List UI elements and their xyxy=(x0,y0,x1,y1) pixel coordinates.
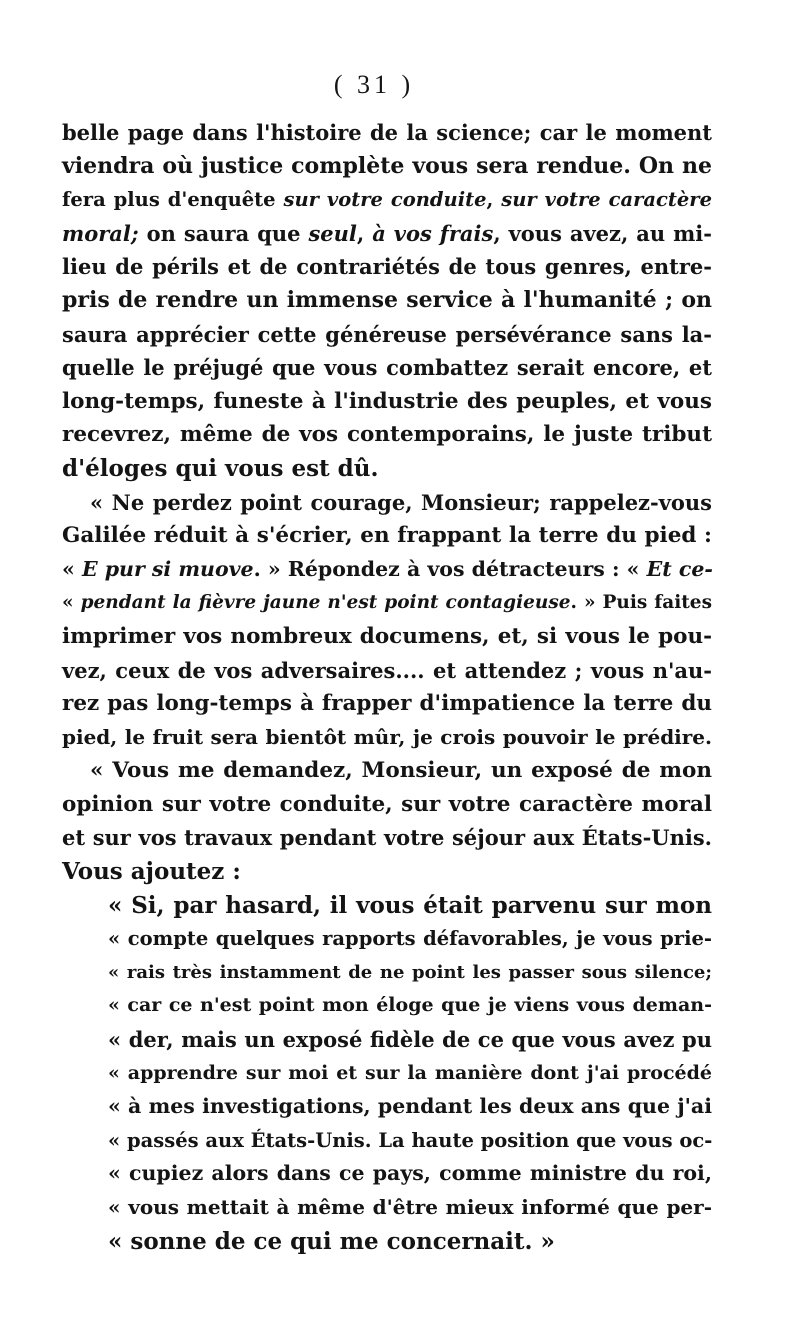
italic-text: Et ce- xyxy=(646,556,713,581)
text-line xyxy=(62,418,712,452)
text-line xyxy=(62,821,712,855)
text-line xyxy=(62,654,712,688)
text-line xyxy=(62,586,712,620)
text-span: imprimer vos nombreux documens, et, si vous le pou- xyxy=(62,623,712,649)
italic-text: sur votre conduite xyxy=(283,188,487,212)
text-span: « Vous me demandez, Monsieur, un exposé de mon xyxy=(90,758,712,784)
text-span: viendra où justice complète vous sera rendue. On ne xyxy=(62,152,712,179)
text-span: , xyxy=(486,188,502,212)
text-span: « compte quelques rapports défavorables, je vous prie- xyxy=(108,927,712,951)
text-line xyxy=(62,1057,712,1091)
italic-text: sur votre caractère xyxy=(501,188,712,212)
text-line xyxy=(62,318,712,352)
text-line xyxy=(62,519,712,553)
text-line xyxy=(62,687,712,721)
text-span: d'éloges qui vous est dû. xyxy=(62,454,379,482)
text-span: , xyxy=(356,220,373,246)
text-span: rez pas long-temps à frapper d'impatience la terre du xyxy=(62,691,712,717)
text-line xyxy=(62,284,712,318)
text-span: « xyxy=(62,556,82,581)
italic-text: à vos frais xyxy=(372,220,494,246)
text-line xyxy=(62,250,712,284)
text-line xyxy=(62,1225,712,1259)
text-line xyxy=(62,1157,712,1191)
text-span: « à mes investigations, pendant les deux ans que j'ai xyxy=(108,1094,712,1119)
italic-text: E pur si muove xyxy=(81,556,254,581)
text-line xyxy=(62,351,712,385)
text-span: . » Répondez à vos détracteurs : « xyxy=(253,556,647,581)
text-span: belle page dans l'histoire de la science; car le moment xyxy=(62,120,712,145)
text-line xyxy=(62,385,712,419)
text-line xyxy=(62,721,712,755)
text-line xyxy=(62,1124,712,1158)
text-span: « Ne perdez point courage, Monsieur; rappelez-vous xyxy=(90,489,712,515)
text-span: pris de rendre un immense service à l'humanité ; on xyxy=(62,286,712,313)
text-span: recevrez, même de vos contemporains, le juste tribut xyxy=(62,422,712,448)
text-span: « cupiez alors dans ce pays, comme ministre du roi, xyxy=(108,1161,712,1186)
text-span: « car ce n'est point mon éloge que je viens vous deman- xyxy=(108,994,712,1017)
text-line xyxy=(62,1191,712,1225)
italic-text: seul xyxy=(308,220,357,246)
text-span: Vous ajoutez : xyxy=(62,858,241,886)
text-line xyxy=(62,183,712,217)
text-line xyxy=(62,989,712,1023)
text-line xyxy=(62,486,712,520)
text-line xyxy=(62,116,712,150)
text-line xyxy=(62,620,712,654)
text-line xyxy=(62,150,712,184)
text-span: et sur vos travaux pendant votre séjour aux États-Unis. xyxy=(62,825,712,851)
text-line xyxy=(62,922,712,956)
body-text xyxy=(62,116,712,1258)
text-span: saura apprécier cette généreuse persévérance sans la- xyxy=(62,321,712,347)
text-span: opinion sur votre conduite, sur votre caractère moral xyxy=(62,791,712,817)
text-span: pied, le fruit sera bientôt mûr, je crois pouvoir le prédire. xyxy=(62,724,712,749)
text-line xyxy=(62,889,712,923)
text-line xyxy=(62,217,712,251)
text-span: « passés aux États-Unis. La haute position que vous oc- xyxy=(108,1128,713,1152)
italic-text: moral; xyxy=(62,220,139,246)
text-line xyxy=(62,553,712,587)
page-number: ( 31 ) xyxy=(333,70,415,99)
text-span: fera plus d'enquête xyxy=(62,188,284,212)
text-line xyxy=(62,956,712,990)
text-span: Galilée réduit à s'écrier, en frappant la terre du pied : xyxy=(62,523,712,549)
text-span: lieu de périls et de contrariétés de tous genres, entre- xyxy=(62,254,712,280)
text-span: « apprendre sur moi et sur la manière dont j'ai procédé xyxy=(108,1061,712,1084)
text-span: « sonne de ce qui me concernait. » xyxy=(108,1227,555,1255)
text-span: quelle le préjugé que vous combattez serait encore, et xyxy=(62,355,712,381)
text-span: vez, ceux de vos adversaires.... et attendez ; vous n'au- xyxy=(62,657,712,683)
text-span: long-temps, funeste à l'industrie des peuples, et vous xyxy=(62,388,712,414)
text-span: , vous avez, au mi- xyxy=(493,220,713,246)
text-span: . » Puis faites xyxy=(570,592,712,614)
text-span: « Si, par hasard, il vous était parvenu sur mon xyxy=(108,891,712,919)
text-span: « der, mais un exposé fidèle de ce que vous avez pu xyxy=(108,1027,712,1053)
text-span: « vous mettait à même d'être mieux informé que per- xyxy=(108,1195,712,1219)
text-span: on saura que xyxy=(138,220,309,246)
text-line xyxy=(62,452,712,486)
text-line xyxy=(62,855,712,889)
text-line xyxy=(62,788,712,822)
text-line xyxy=(62,1090,712,1124)
text-line xyxy=(62,754,712,788)
italic-text: pendant la fièvre jaune n'est point contagieuse xyxy=(80,592,571,614)
text-span: « rais très instamment de ne point les passer sous silence; xyxy=(108,961,712,983)
text-span: « xyxy=(62,592,81,614)
text-line xyxy=(62,1023,712,1057)
